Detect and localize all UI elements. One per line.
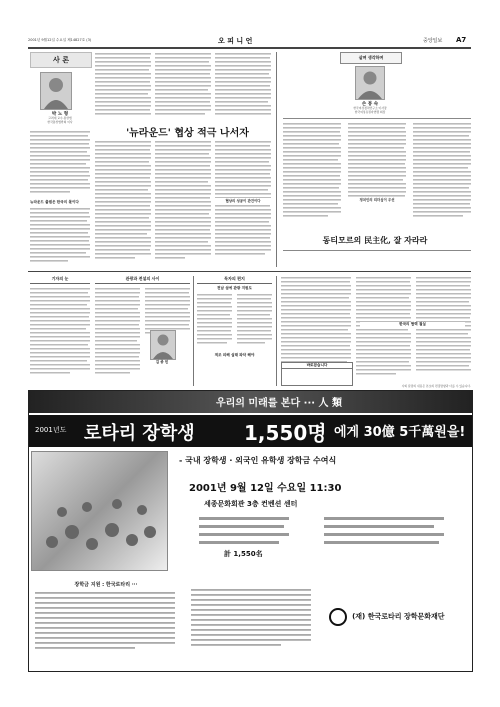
crowd-image [32,452,167,570]
ad-title-bar [29,415,472,447]
ad-org [329,606,469,628]
text-lines [356,276,471,384]
bottom-col-5 [356,276,471,384]
ad-photo [31,451,168,571]
right-text-cols [283,122,471,222]
person-icon [41,73,71,109]
section-title: 오 피 니 언 [218,37,253,45]
letter-headline: 적조 피해 실태 파악 해야 [214,353,255,357]
left-col-text-2 [30,207,90,267]
letter-headline: 전남 섬에 관광 지원도 [217,286,252,290]
column-divider [276,52,277,267]
author-photo [40,72,72,110]
text-lines [155,52,211,120]
text-lines [30,287,90,377]
issue-date: 2001년 9월12일 수요일 제14827호 (3) [28,38,92,42]
left-author-name: 박 노 형 [51,112,69,117]
text-lines [95,140,271,267]
rotary-logo-icon [329,608,347,626]
right-rule [283,118,471,119]
ad-top-banner [29,391,472,413]
column-divider [193,276,194,386]
paper-name: 중앙일보 [423,38,443,44]
bottom-col-title: 관광과 전설의 사이 [95,276,190,284]
person-icon [356,67,384,99]
page-number: A7 [456,36,467,44]
bottom-author-photo [150,330,176,360]
ad-venue: 세종문화회관 3층 컨벤션 센터 [204,500,298,508]
ad-subtitle: - 국내 장학생 · 외국인 유학생 장학금 수여식 [179,456,337,465]
text-lines [194,513,464,573]
text-lines [283,122,471,222]
right-author-photo [355,66,385,100]
middle-lower-cols [95,140,271,267]
ad-date-line: 2001년 9월 12일 수요일 11:30 [189,483,342,494]
ad-supporter-list [31,581,181,667]
bottom-note: 사외 칼럼의 내용은 본보의 편집방향과 다를 수 있습니다. [401,384,471,388]
bottom-col-title: 독자의 편지 [197,276,272,284]
ad-org-name: (재) 한국로타리 장학문화재단 [352,612,445,621]
ad-total: 計 1,550名 [224,550,263,558]
masthead [28,37,471,47]
ad-banner-text: 우리의 미래를 본다 ··· 人 類 [215,398,343,409]
person-icon [151,331,175,359]
text-lines [215,52,271,120]
right-subhead-1: 정치인의 리더십이 우선 [348,197,406,202]
left-headline: '뉴라운드' 협상 적극 나서자 [126,128,249,139]
ad-count: 1,550명 [244,421,327,445]
header-rule [28,47,471,49]
left-author-affiliation: 고려대 교수·통상법 한국통상법학회 이사 [47,116,73,124]
left-column-header [30,52,92,68]
bottom-col-title: 기자의 눈 [30,276,90,284]
ad-supporter-list-2 [187,581,317,667]
column-divider [276,276,277,386]
right-headline: 동티모르의 民主化, 잘 자라라 [322,235,428,245]
bottom-col-1 [30,276,90,376]
middle-col-3 [215,52,271,120]
text-lines [31,588,181,664]
middle-col-1 [95,52,151,120]
middle-col-2 [155,52,211,120]
text-lines [30,130,90,198]
correction-box [281,362,353,386]
left-col-text-1 [30,130,90,198]
advertisement [28,390,473,672]
text-lines [30,207,90,267]
bottom-col-3 [197,276,272,376]
text-lines [95,52,151,120]
ad-year: 2001년도 [35,426,67,434]
correction-title: 바로잡습니다 [282,363,352,369]
right-column-label [340,52,402,64]
right-column-title: 살며 생각하며 [358,55,384,60]
ad-amount: 에게 30億 5千萬원을! [334,425,466,440]
right-subhead-2: 한국의 협력 절실 [360,322,465,327]
middle-subhead: 협상의 성공이 관건이다 [215,198,271,203]
right-headline-rule [283,250,471,251]
right-author-name: 손 봉 숙 [361,102,379,107]
ad-info-table [194,513,464,573]
text-lines [197,293,272,348]
ad-supporter-label: 장학금 지원 : 한국로타리 ··· [74,582,138,588]
left-subhead-1: 뉴라운드 출범은 한국의 몫이다 [30,200,79,204]
text-lines [187,581,317,667]
bottom-author-name: 김 종 민 [155,360,169,364]
ad-title: 로타리 장학생 [84,423,195,444]
right-author-affiliation: 한국여성정치연구소 이사장 한국여성유권자연맹 회장 [353,106,387,114]
lower-band-rule [28,271,471,272]
left-column-title: 사 론 [53,56,69,64]
